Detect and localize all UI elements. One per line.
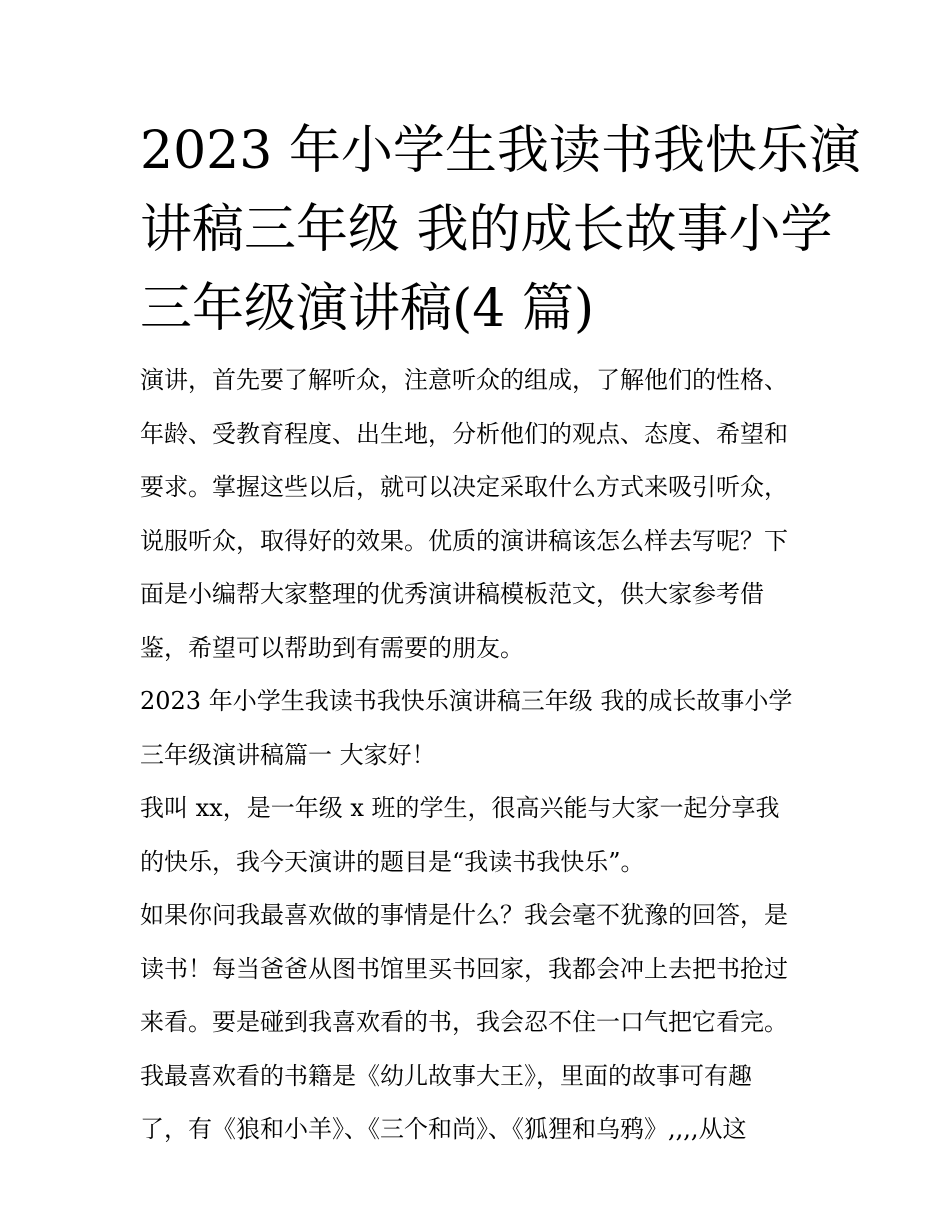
body-line-5: 面是小编帮大家整理的优秀演讲稿模板范文，供大家参考借 — [140, 580, 764, 608]
document-body — [140, 354, 820, 1157]
body-line-15: 了，有《狼和小羊》、《三个和尚》、《狐狸和乌鸦》,,,,从这 — [140, 1115, 747, 1143]
body-line-14: 我最喜欢看的书籍是《幼儿故事大王》，里面的故事可有趣 — [140, 1061, 752, 1090]
title-line-1: 2023 年小学生我读书我快乐演 — [140, 121, 861, 181]
body-line-12: 读书！每当爸爸从图书馆里买书回家，我都会冲上去把书抢过 — [140, 954, 788, 983]
body-line-1: 演讲，首先要了解听众，注意听众的组成，了解他们的性格、 — [140, 366, 788, 394]
body-line-7: 2023 年小学生我读书我快乐演讲稿三年级 我的成长故事小学 — [140, 687, 793, 715]
body-line-3: 要求。掌握这些以后，就可以决定采取什么方式来吸引听众， — [140, 473, 788, 501]
title-line-3: 三年级演讲稿(4 篇) — [140, 279, 595, 339]
body-line-9: 我叫 xx，是一年级 x 班的学生，很高兴能与大家一起分享我 — [140, 794, 780, 822]
document-title — [140, 112, 861, 349]
body-line-2: 年龄、受教育程度、出生地，分析他们的观点、态度、希望和 — [140, 419, 788, 448]
body-line-8: 三年级演讲稿篇一 大家好！ — [140, 740, 436, 769]
body-line-11: 如果你问我最喜欢做的事情是什么？我会毫不犹豫的回答，是 — [140, 901, 788, 929]
body-line-10: 的快乐，我今天演讲的题目是“我读书我快乐”。 — [140, 847, 645, 876]
body-line-13: 来看。要是碰到我喜欢看的书，我会忍不住一口气把它看完。 — [140, 1008, 788, 1036]
body-line-4: 说服听众，取得好的效果。优质的演讲稿该怎么样去写呢？下 — [140, 526, 788, 555]
body-line-6: 鉴，希望可以帮助到有需要的朋友。 — [140, 633, 524, 662]
title-line-2: 讲稿三年级 我的成长故事小学 — [140, 200, 833, 260]
